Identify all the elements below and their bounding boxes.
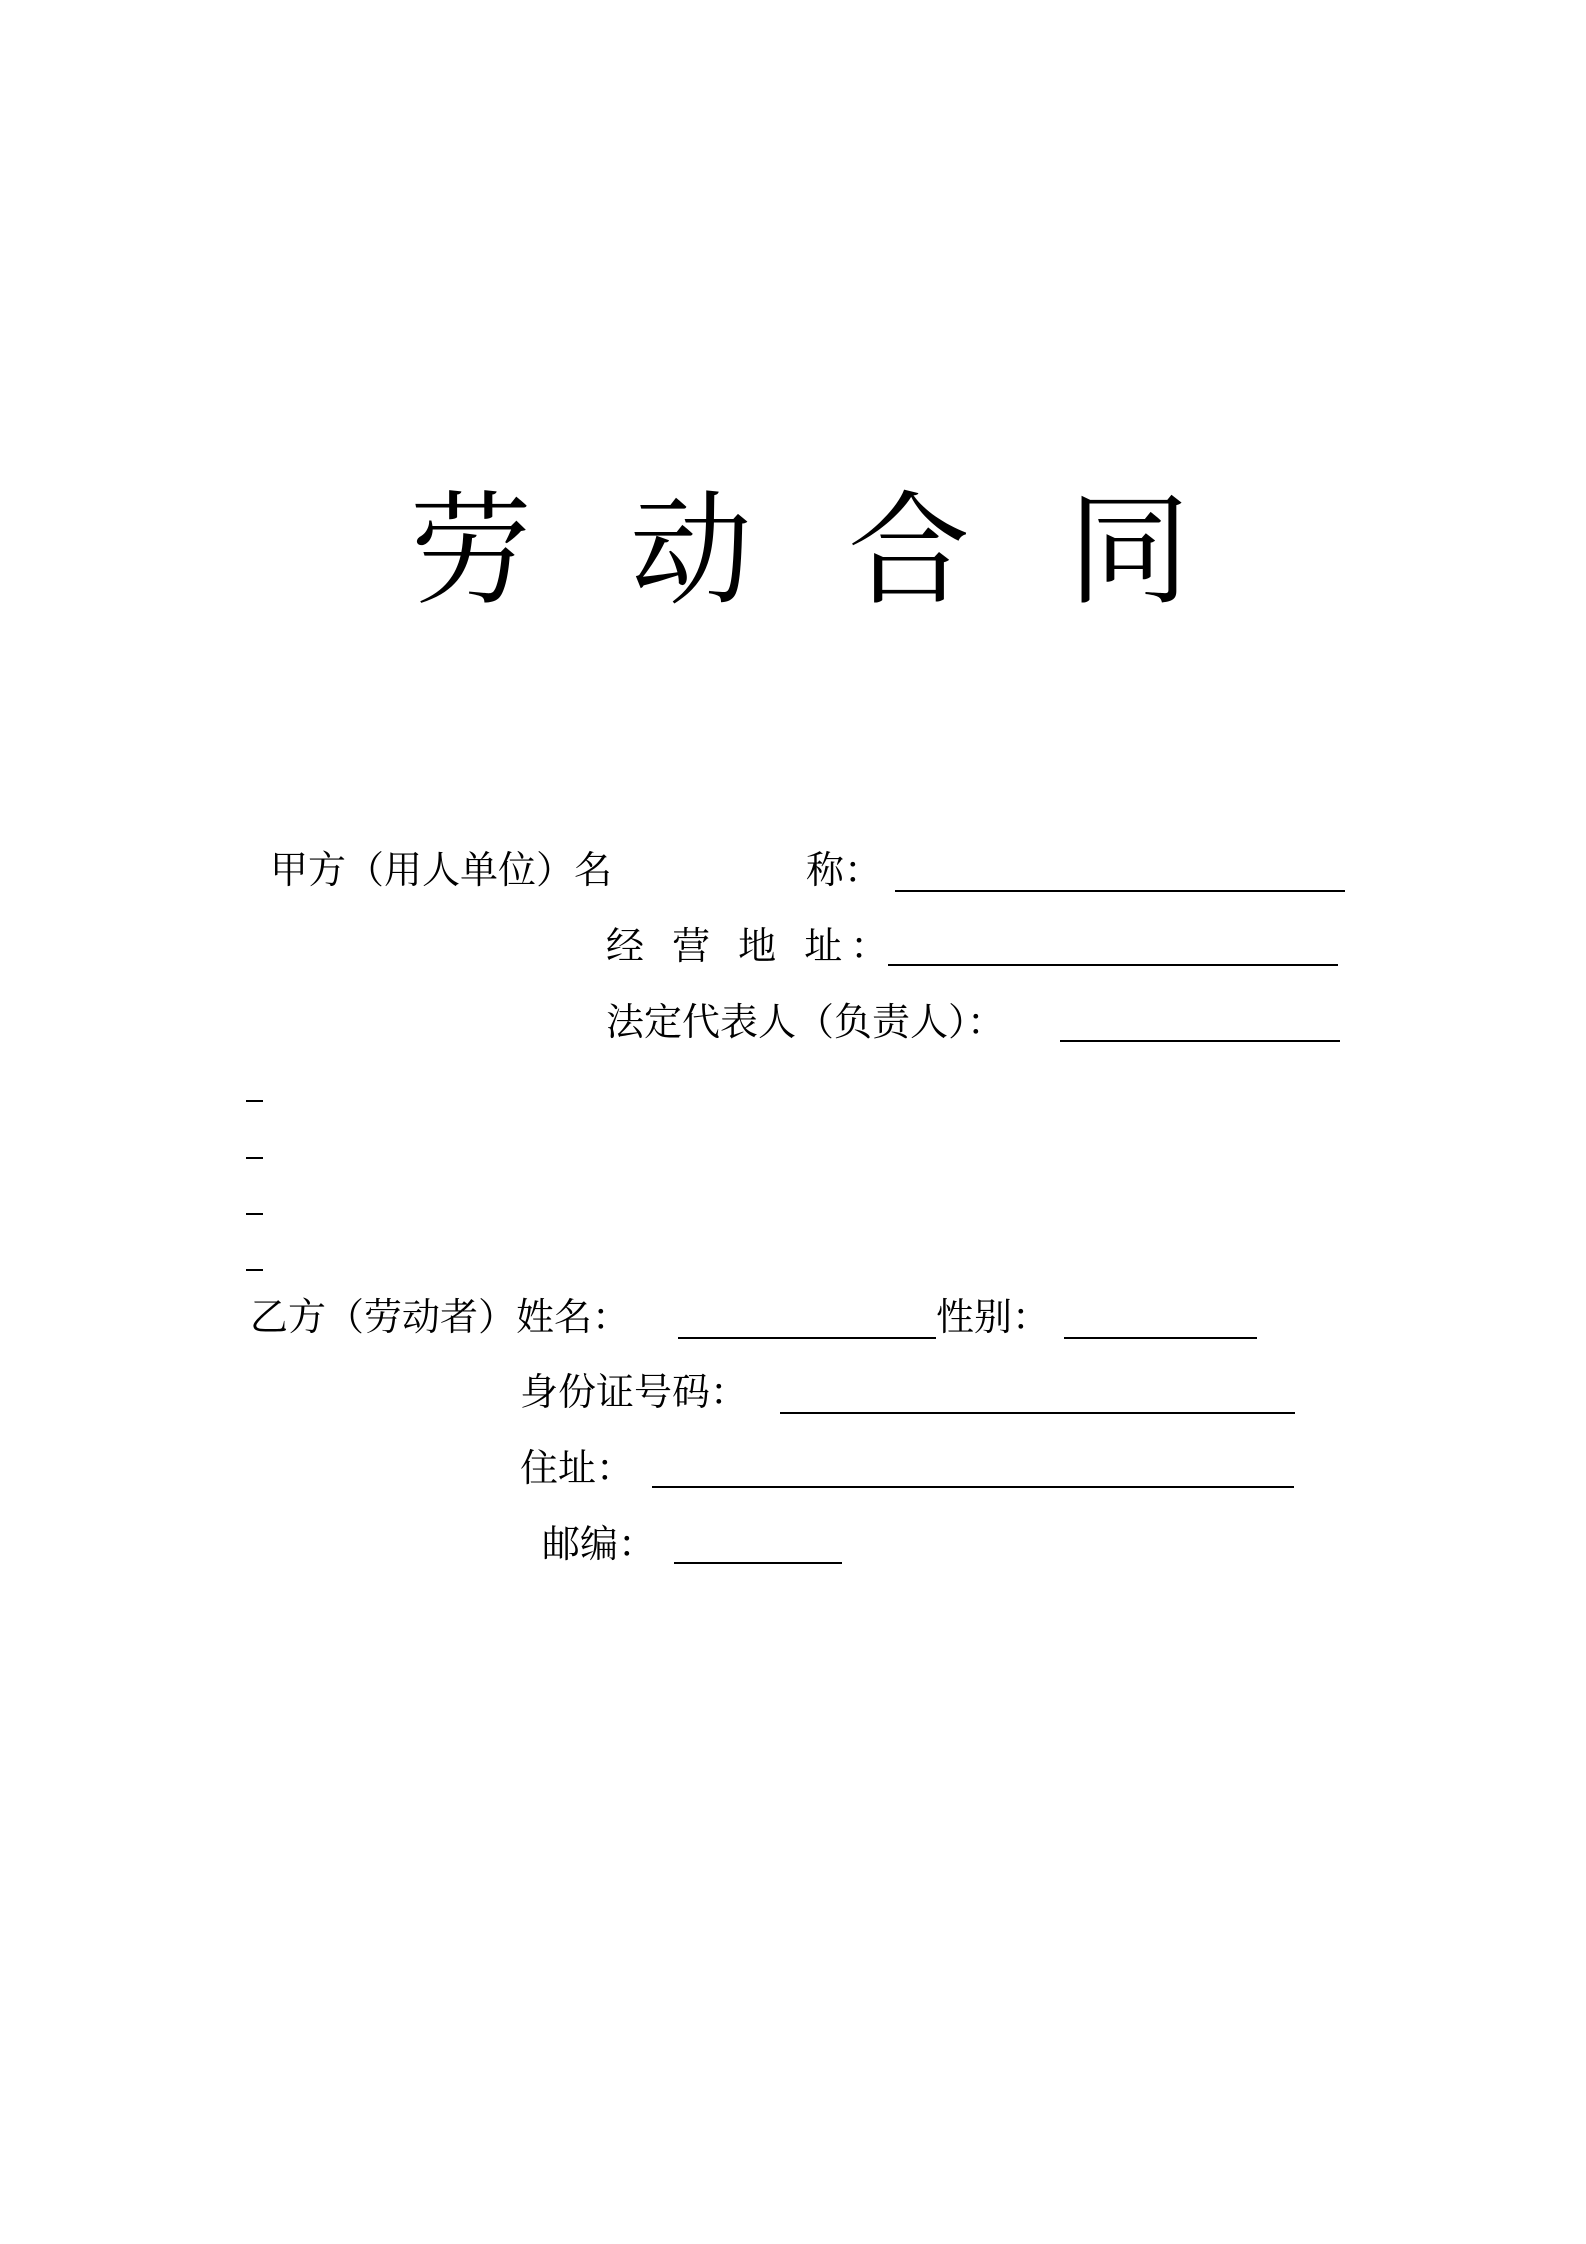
- separator-mark: [246, 1213, 263, 1215]
- title-char-1: 劳: [410, 480, 532, 622]
- party-a-representative-field[interactable]: [1060, 1040, 1340, 1042]
- separator-mark: [246, 1157, 263, 1159]
- separator-mark: [246, 1100, 263, 1102]
- party-b-postcode-field[interactable]: [674, 1562, 842, 1564]
- separator-mark: [246, 1269, 263, 1271]
- party-b-address-label: 住址：: [520, 1446, 635, 1490]
- title-char-3: 合: [848, 480, 970, 622]
- party-b-gender-label: 性别：: [936, 1295, 1051, 1339]
- party-b-gender-field[interactable]: [1064, 1337, 1257, 1339]
- party-b-address-field[interactable]: [652, 1486, 1294, 1488]
- party-a-name-label-suffix: 称：: [806, 848, 883, 892]
- title-char-4: 同: [1068, 480, 1190, 622]
- party-a-name-field[interactable]: [895, 890, 1345, 892]
- party-a-address-field[interactable]: [888, 964, 1338, 966]
- party-a-name-label: 甲方（用人单位）名: [270, 848, 613, 892]
- title-char-2: 动: [630, 480, 752, 622]
- party-a-representative-label: 法定代表人（负责人）：: [606, 1000, 1006, 1044]
- party-b-name-label: 乙方（劳动者）姓名：: [250, 1295, 631, 1339]
- party-b-name-field[interactable]: [678, 1337, 936, 1339]
- party-b-postcode-label: 邮编：: [542, 1522, 657, 1566]
- party-b-id-field[interactable]: [780, 1412, 1295, 1414]
- party-b-id-label: 身份证号码：: [520, 1370, 749, 1414]
- party-a-address-label: 经 营 地 址：: [606, 924, 897, 968]
